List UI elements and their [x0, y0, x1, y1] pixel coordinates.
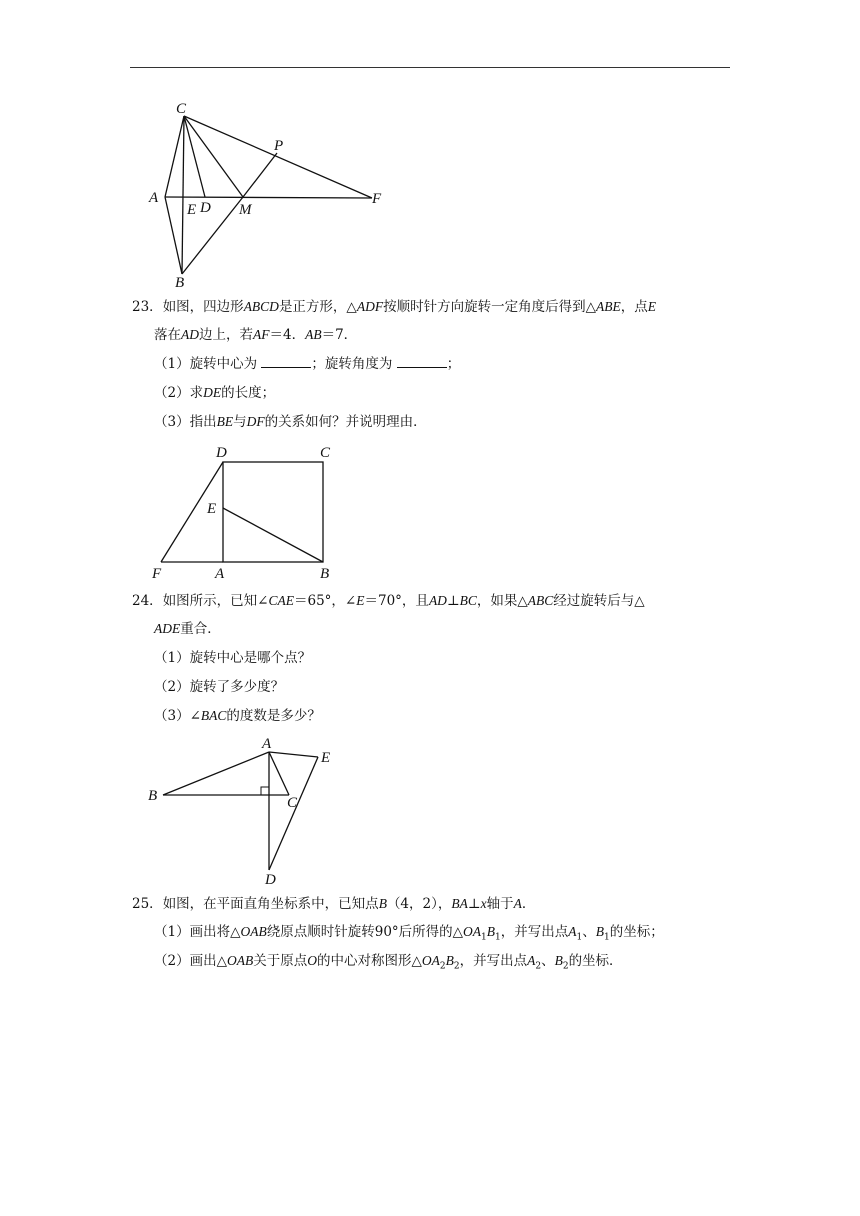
segment [182, 116, 184, 274]
segment [184, 116, 372, 198]
label-F: F [152, 566, 162, 582]
answer-blank[interactable] [397, 355, 447, 368]
label-B: B [175, 275, 185, 291]
segment [165, 197, 372, 198]
square-abcd [223, 462, 323, 562]
segment [163, 752, 269, 795]
q23-line2: 落在AD边上，若AF＝4．AB＝7． [154, 327, 358, 343]
q23-line1: 23．如图，四边形ABCD是正方形，△ADF按顺时针方向旋转一定角度后得到△ABE，点E [132, 299, 656, 315]
label-M: M [239, 202, 252, 218]
label-C: C [176, 101, 187, 117]
segment [269, 752, 318, 757]
label-D: D [200, 200, 211, 216]
label-D: D [216, 445, 227, 461]
label-E: E [207, 501, 217, 517]
answer-blank[interactable] [261, 355, 311, 368]
q24-line2: ADE重合． [154, 621, 221, 637]
q24-line1: 24．如图所示，已知∠CAE＝65°，∠E＝70°，且AD⊥BC，如果△ABC经过旋转后与△ [132, 593, 645, 609]
segment [243, 153, 277, 197]
q24-part2: （2）旋转了多少度？ [154, 679, 285, 695]
label-D: D [265, 872, 276, 888]
q25-part1: （1）画出将△OAB绕原点顺时针旋转90°后所得的$\triangle OA_1B_1$，并写出点$A_1$、$B_1$的坐标； [154, 924, 664, 943]
label-A: A [262, 736, 272, 752]
q25-part2: （2）画出△OAB关于原点O的中心对称图形$\triangle OA_2B_2$，并写出点$A_2$、$B_2$的坐标． [154, 953, 623, 972]
label-P: P [274, 138, 284, 154]
segment [269, 757, 318, 870]
figure-q23 [145, 440, 345, 585]
label-A: A [215, 566, 225, 582]
segment [165, 116, 184, 197]
q24-part3: （3）∠BAC的度数是多少？ [154, 708, 321, 724]
q23-part3: （3）指出BE与DF的关系如何？并说明理由． [154, 414, 427, 430]
q23-part2: （2）求DE的长度； [154, 385, 276, 401]
label-E: E [321, 750, 331, 766]
label-E: E [187, 202, 197, 218]
segment [165, 197, 182, 274]
q23-part1: （1）旋转中心为 ；旋转角度为 ； [154, 356, 461, 372]
figure-q22 [140, 98, 400, 293]
label-B: B [320, 566, 330, 582]
header-rule [130, 67, 730, 68]
label-C: C [287, 795, 298, 811]
segment [269, 752, 289, 795]
segment [223, 508, 323, 562]
segment [184, 116, 205, 197]
q24-part1: （1）旋转中心是哪个点？ [154, 650, 312, 666]
label-C: C [320, 445, 331, 461]
segment [184, 116, 243, 197]
q25-line1: 25．如图，在平面直角坐标系中，已知点B（4，2），BA⊥x轴于A． [132, 896, 536, 912]
label-A: A [149, 190, 159, 206]
figure-q24 [140, 734, 350, 889]
label-B: B [148, 788, 158, 804]
label-F: F [372, 191, 382, 207]
right-angle-mark [261, 787, 269, 795]
